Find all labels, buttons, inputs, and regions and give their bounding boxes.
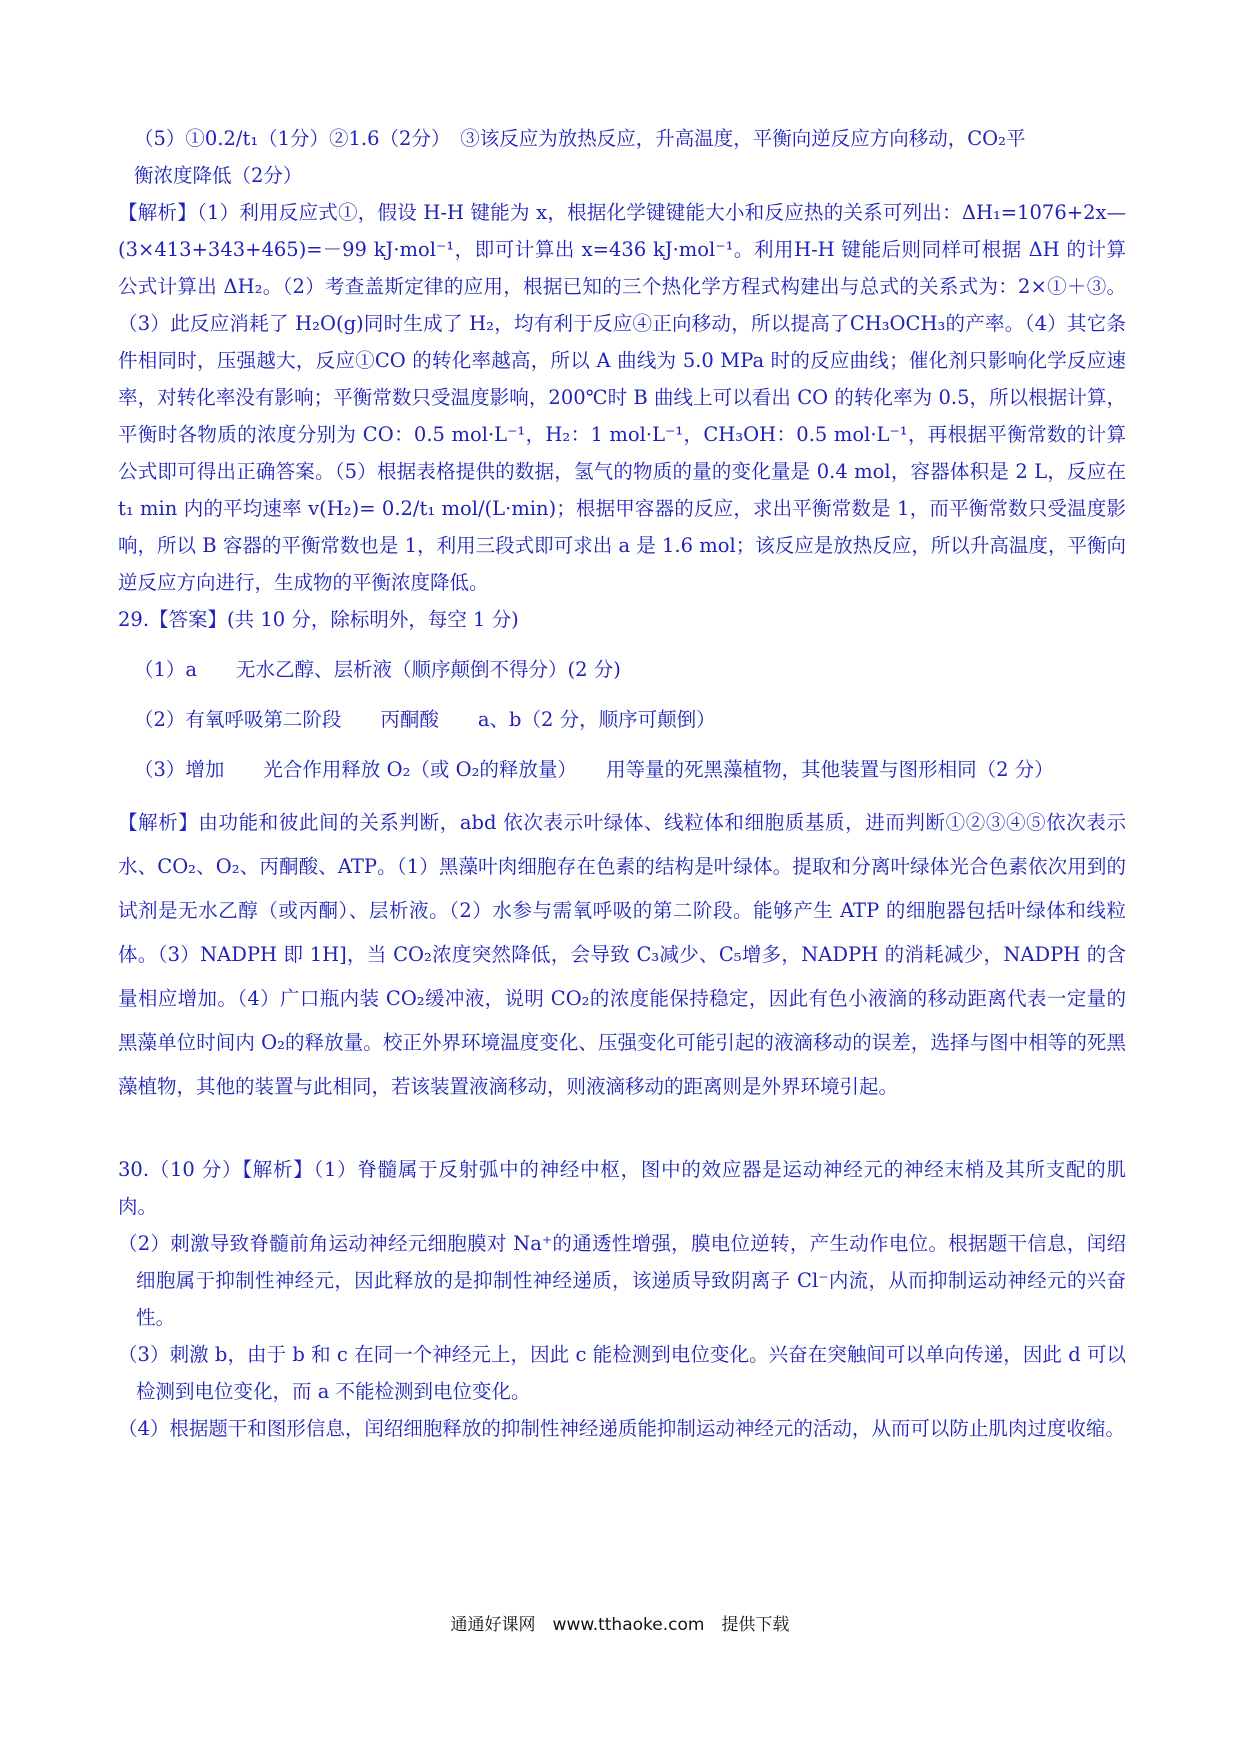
q29-header: 29.【答案】(共 10 分，除标明外，每空 1 分) — [118, 608, 519, 631]
spacer — [118, 638, 1126, 651]
spacer — [118, 1109, 1126, 1151]
q28-analysis: 【解析】（1）利用反应式①，假设 H-H 键能为 x，根据化学键键能大小和反应热的关系可列出：ΔH₁=1076+2x—(3×413+343+465)=－99 kJ·mol⁻¹，即可计算出 x=436 kJ·mol⁻¹。利用H-H 键能后则同样可根据 ΔH 的计算公式计算出 ΔH₂。（2）考查盖斯定律的应用，根据已知的三个热化学方程式构建出与总式的关系式为：2×①＋③。（3）此反应消耗了 H₂O(g)同时生成了 H₂，均有利于反应④正向移动，所以提高了CH₃OCH₃的产率。（4）其它条件相同时，压强越大，反应①CO 的转化率越高，所以 A 曲线为 5.0 MPa 时的反应曲线；催化剂只影响化学反应速率，对转化率没有影响；平衡常数只受温度影响，200℃时 B 曲线上可以看出 CO 的转化率为 0.5，所以根据计算，平衡时各物质的浓度分别为 CO：0.5 mol·L⁻¹，H₂：1 mol·L⁻¹，CH₃OH：0.5 mol·L⁻¹，再根据平衡常数的计算公式即可得出正确答案。（5）根据表格提供的数据，氢气的物质的量的变化量是 0.4 mol，容器体积是 2 L，反应在 t₁ min 内的平均速率 v(H₂)= 0.2/t₁ mol/(L·min)；根据甲容器的反应，求出平衡常数是 1，而平衡常数只受温度影响，所以 B 容器的平衡常数也是 1，利用三段式即可求出 a 是 1.6 mol；该反应是放热反应，所以升高温度，平衡向逆反应方向进行，生成物的平衡浓度降低。 — [118, 201, 1126, 594]
q30-part3: （3）刺激 b，由于 b 和 c 在同一个神经元上，因此 c 能检测到电位变化。兴奋在突触间可以单向传递，因此 d 可以检测到电位变化，而 a 不能检测到电位变化。 — [118, 1343, 1126, 1403]
q30-part2: （2）刺激导致脊髓前角运动神经元细胞膜对 Na⁺的通透性增强，膜电位逆转，产生动作电位。根据题干信息，闰绍细胞属于抑制性神经元，因此释放的是抑制性神经递质，该递质导致阴离子 Cl⁻内流，从而抑制运动神经元的兴奋性。 — [118, 1232, 1126, 1329]
q30-part4: （4）根据题干和图形信息，闰绍细胞释放的抑制性神经递质能抑制运动神经元的活动，从而可以防止肌肉过度收缩。 — [118, 1417, 1125, 1440]
footer-source: 通通好课网 www.tthaoke.com 提供下载 — [450, 1615, 790, 1635]
q29-answer3: （3）增加 光合作用释放 O₂（或 O₂的释放量） 用等量的死黑藻植物，其他装置与图形相同（2 分） — [134, 758, 1054, 781]
spacer — [118, 738, 1126, 751]
q30-part1: 30.（10 分）【解析】（1）脊髓属于反射弧中的神经中枢，图中的效应器是运动神经元的神经末梢及其所支配的肌肉。 — [118, 1158, 1126, 1218]
q28-answer5-line1: （5）①0.2/t₁（1分）②1.6（2分） ③该反应为放热反应，升高温度，平衡向逆反应方向移动，CO₂平 — [134, 127, 1026, 150]
spacer — [118, 788, 1126, 801]
q29-analysis: 【解析】由功能和彼此间的关系判断，abd 依次表示叶绿体、线粒体和细胞质基质，进而判断①②③④⑤依次表示水、CO₂、O₂、丙酮酸、ATP。（1）黑藻叶肉细胞存在色素的结构是叶绿体。提取和分离叶绿体光合色素依次用到的试剂是无水乙醇（或丙酮）、层析液。（2）水参与需氧呼吸的第二阶段。能够产生 ATP 的细胞器包括叶绿体和线粒体。（3）NADPH 即 1H]，当 CO₂浓度突然降低，会导致 C₃减少、C₅增多，NADPH 的消耗减少，NADPH 的含量相应增加。（4）广口瓶内装 CO₂缓冲液，说明 CO₂的浓度能保持稳定，因此有色小液滴的移动距离代表一定量的黑藻单位时间内 O₂的释放量。校正外界环境温度变化、压强变化可能引起的液滴移动的误差，选择与图中相等的死黑藻植物，其他的装置与此相同，若该装置液滴移动，则液滴移动的距离则是外界环境引起。 — [118, 811, 1126, 1098]
spacer — [118, 688, 1126, 701]
q28-answer5-line2: 衡浓度降低（2分） — [134, 164, 303, 187]
q29-answer1: （1）a 无水乙醇、层析液（顺序颠倒不得分）(2 分) — [134, 658, 621, 681]
q29-answer2: （2）有氧呼吸第二阶段 丙酮酸 a、b（2 分，顺序可颠倒） — [134, 708, 716, 731]
document-page — [118, 120, 1126, 1447]
